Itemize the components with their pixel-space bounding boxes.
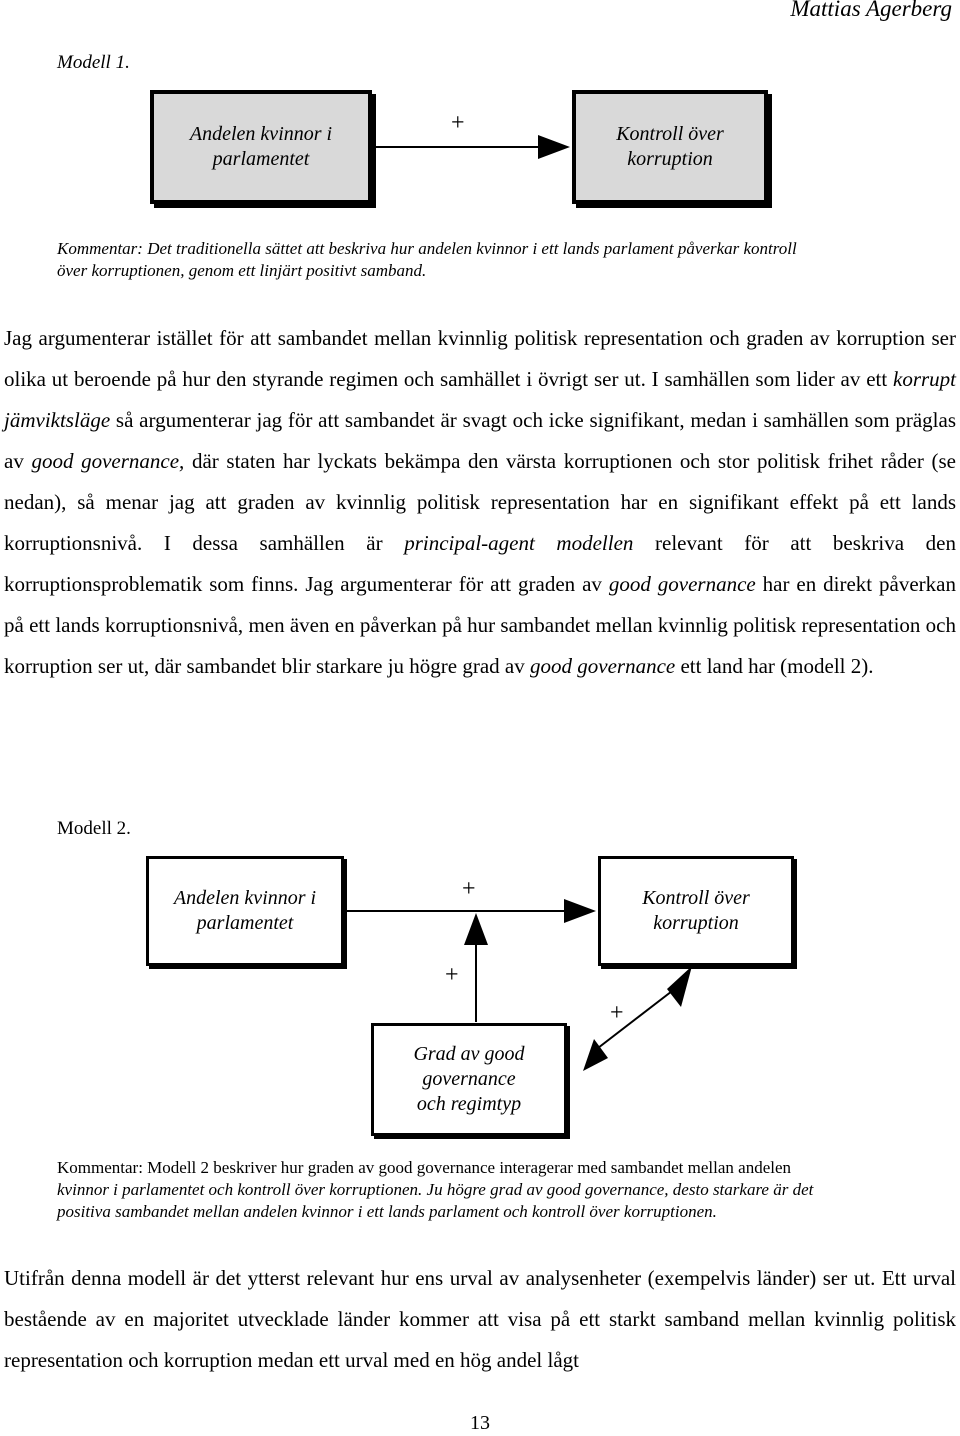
text-run: Jag argumenterar istället för att sambandet mellan kvinnlig politisk representation och graden av korruption ser olika ut beroende på hur den styrande regimen och samhället i övrigt ser ut. I samhällen som lider av ett xyxy=(4,326,956,391)
box-line: Kontroll över xyxy=(642,887,750,909)
model2-arrow-head xyxy=(564,899,596,923)
text-run: har en direkt påverkan på ett lands korruptionsnivå, men även en påverkan på hur sambandet mellan kvinnlig politisk representation och korruption ser ut, där sambandet blir starkare ju högre grad av xyxy=(4,572,956,678)
model1-comment xyxy=(57,238,947,282)
box-line: och regimtyp xyxy=(416,1093,522,1115)
comment-line: positiva sambandet mellan andelen kvinnor i ett lands parlament och kontroll över korruptionen. xyxy=(57,1202,717,1221)
box-line: Andelen kvinnor i xyxy=(173,887,317,909)
box-line: governance xyxy=(422,1068,516,1090)
model2-box-corruption-control xyxy=(598,856,794,966)
model2-moderator-head xyxy=(464,913,488,945)
box-line: Andelen kvinnor i xyxy=(189,123,333,145)
body-paragraph-1 xyxy=(4,318,956,687)
model2-plus-right: + xyxy=(610,1000,624,1026)
author-name: Mattias Agerberg xyxy=(790,0,952,21)
model2-plus-top: + xyxy=(462,876,476,902)
comment-line: över korruptionen, genom ett linjärt positivt samband. xyxy=(57,261,427,280)
model1-caption: Modell 1. xyxy=(57,52,130,73)
box-line: parlamentet xyxy=(212,148,310,170)
emphasis: good governance, xyxy=(31,449,185,473)
emphasis: principal-agent modellen xyxy=(404,531,634,555)
box-line: parlamentet xyxy=(196,912,294,934)
box-line: Kontroll över xyxy=(616,123,724,145)
text-run: där staten har lyckats bekämpa den värsta korruptionen och stor politisk frihet råder (se nedan), så menar jag att graden av kvinnlig politisk representation har en signifikant effekt på ett lands korruptionsnivå. I dessa samhällen är xyxy=(4,449,956,555)
model2-comment xyxy=(57,1157,947,1223)
body-paragraph-2 xyxy=(4,1258,956,1381)
box-line: korruption xyxy=(627,148,713,170)
text-run: ett land har (modell 2). xyxy=(675,654,874,678)
text-run: så argumenterar jag för att sambandet är svagt och icke signifikant, medan i samhällen som präglas av xyxy=(4,408,956,473)
comment-line: Kommentar: Det traditionella sättet att beskriva hur andelen kvinnor i ett lands parlament påverkar kontroll xyxy=(57,239,797,258)
text-run: relevant för att beskriva den korruptionsproblematik som finns. Jag argumenterar för att graden av xyxy=(4,531,956,596)
page-number: 13 xyxy=(470,1412,490,1434)
model2-caption: Modell 2. xyxy=(57,818,131,839)
model1-arrow-head xyxy=(538,135,570,159)
paragraph-text: Utifrån denna modell är det ytterst relevant hur ens urval av analysenheter (exempelvis länder) ser ut. Ett urval bestående av en majoritet utvecklade länder kommer att visa på ett starkt samband mellan kvinnlig politisk representation och korruption medan ett urval med en hög andel lågt xyxy=(4,1266,956,1372)
box-line: korruption xyxy=(653,912,739,934)
model2-box-women-share xyxy=(146,856,344,966)
box-line: Grad av good xyxy=(413,1043,525,1065)
model2-box-governance xyxy=(371,1023,567,1136)
model1-plus-sign: + xyxy=(451,110,465,136)
emphasis: good governance xyxy=(608,572,756,596)
emphasis: good governance xyxy=(530,654,676,678)
comment-line: kvinnor i parlamentet och kontroll över korruptionen. Ju högre grad av good governance, desto starkare är det xyxy=(57,1180,814,1199)
comment-line: Kommentar: Modell 2 beskriver hur graden av good governance interagerar med sambandet mellan andelen xyxy=(57,1158,792,1177)
model2-plus-mid: + xyxy=(445,962,459,988)
model2-diagonal-head-top xyxy=(667,966,692,1007)
emphasis: korrupt jämviktsläge xyxy=(4,367,956,432)
